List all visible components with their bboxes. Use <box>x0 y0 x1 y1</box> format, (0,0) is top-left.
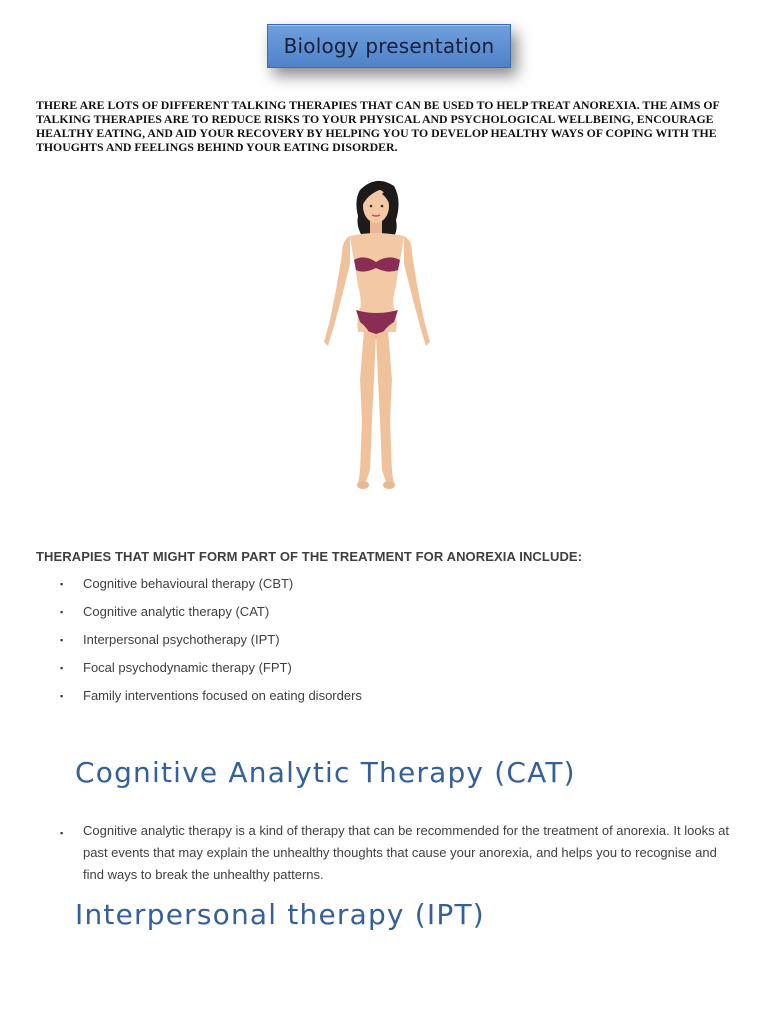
right-leg <box>376 330 394 484</box>
left-leg <box>358 330 376 484</box>
list-item <box>36 682 736 710</box>
intro-paragraph: THERE ARE LOTS OF DIFFERENT TALKING THERAPIES THAT CAN BE USED TO HELP TREAT ANOREXIA. THE AIMS OF TALKING THERAPIES ARE TO REDUCE RISKS TO YOUR PHYSICAL AND PSYCHOLOGICAL WELLBEING, ENCOURAGE HEALTHY EATING, AND AID YOUR RECOVERY BY HELPING YOU TO DEVELOP HEALTHY WAYS OF COPING WITH THE THOUGHTS AND FEELINGS BEHIND YOUR EATING DISORDER. <box>36 98 720 154</box>
page-title: Biology presentation <box>283 34 495 58</box>
bullet-icon: ▪ <box>60 691 64 701</box>
bullet-icon: ▪ <box>60 663 64 673</box>
woman-illustration-icon <box>272 170 500 500</box>
bullet-icon: ▪ <box>60 828 64 838</box>
cat-description-item <box>36 820 736 886</box>
therapies-heading: THERAPIES THAT MIGHT FORM PART OF THE TREATMENT FOR ANOREXIA INCLUDE: <box>36 549 583 564</box>
therapies-list <box>36 570 736 710</box>
list-item-label: Family interventions focused on eating disorders <box>83 688 362 703</box>
bullet-icon: ▪ <box>60 579 64 589</box>
list-item <box>36 598 736 626</box>
list-item <box>36 626 736 654</box>
cat-section-heading: Cognitive Analytic Therapy (CAT) <box>75 756 576 789</box>
list-item-label: Interpersonal psychotherapy (IPT) <box>83 632 280 647</box>
bullet-icon: ▪ <box>60 607 64 617</box>
list-item-label: Cognitive behavioural therapy (CBT) <box>83 576 294 591</box>
list-item-label: Cognitive analytic therapy (CAT) <box>83 604 270 619</box>
ipt-section-heading: Interpersonal therapy (IPT) <box>75 898 485 931</box>
torso-shape <box>350 233 404 310</box>
bullet-icon: ▪ <box>60 635 64 645</box>
list-item-label: Focal psychodynamic therapy (FPT) <box>83 660 292 675</box>
title-banner <box>267 24 511 68</box>
cat-description-text: Cognitive analytic therapy is a kind of therapy that can be recommended for the treatment of anorexia. It looks at past events that may explain the unhealthy thoughts that cause your anorexia, and helps you to recognise and find ways to break the unhealthy patterns. <box>83 823 730 882</box>
right-arm <box>404 236 430 346</box>
left-arm <box>324 236 350 346</box>
list-item <box>36 654 736 682</box>
list-item <box>36 570 736 598</box>
